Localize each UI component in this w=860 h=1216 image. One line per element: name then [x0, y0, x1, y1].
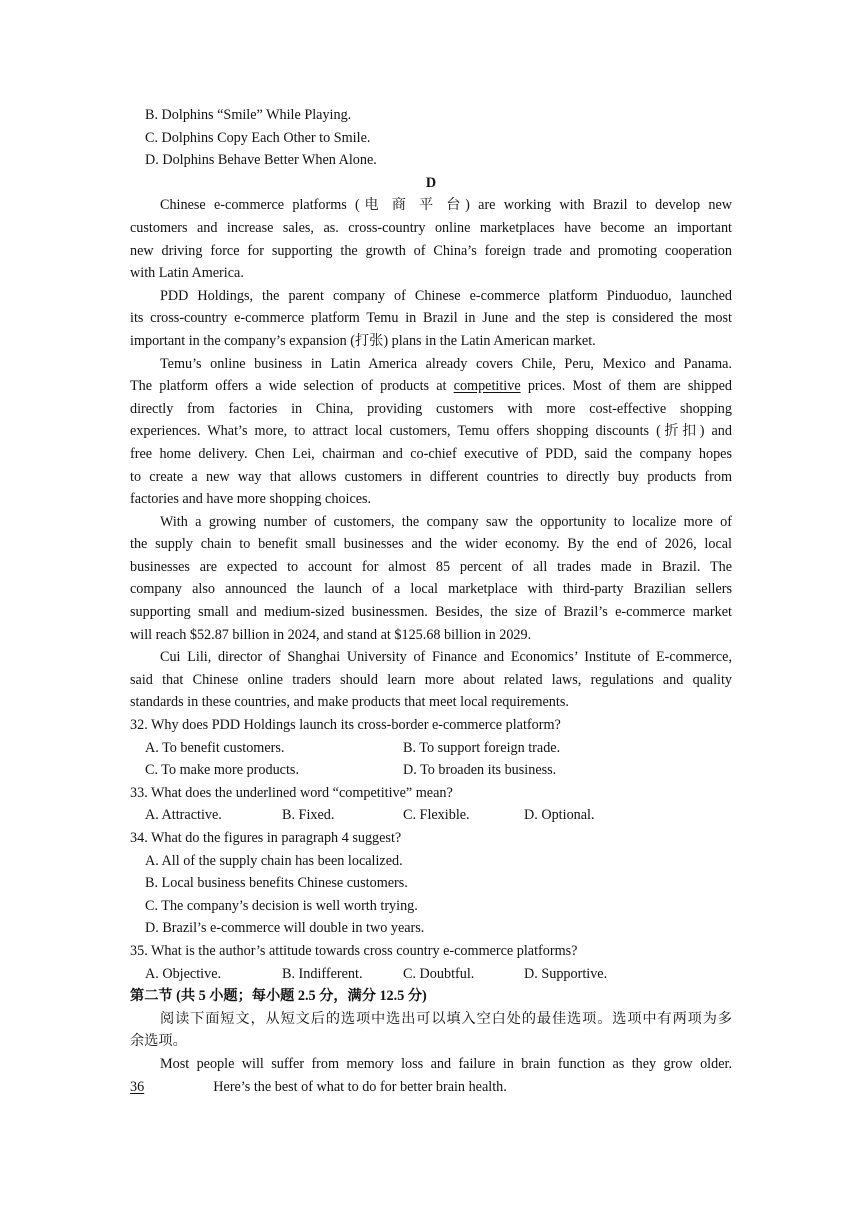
prev-option-d: D. Dolphins Behave Better When Alone.	[145, 152, 377, 169]
blank-number: 36	[130, 1078, 145, 1095]
p5-line: standards in these countries, and make products that meet local requirements.	[130, 694, 569, 711]
q32-options-row1	[130, 737, 732, 760]
q32-option-b: B. To support foreign trade.	[403, 739, 561, 756]
q33-option-c: C. Flexible.	[403, 807, 470, 824]
p2-line: important in the company’s expansion (打张) plans in the Latin American market.	[130, 332, 596, 349]
p4-line: With a growing number of customers, the company saw the opportunity to localize more of	[160, 513, 732, 530]
p1-line: new driving force for supporting the growth of China’s foreign trade and promoting cooperation	[130, 242, 732, 259]
cloze-text-line	[130, 1076, 732, 1099]
q35-options	[130, 963, 732, 986]
question-34: 34. What do the figures in paragraph 4 suggest?	[130, 830, 402, 846]
p4-line: businesses are expected to account for almost 85 percent of all trades made in Brazil. The	[130, 558, 732, 575]
q33-option-a: A. Attractive.	[145, 807, 222, 824]
p3-line: experiences. What’s more, to attract local customers, Temu offers shopping discounts (折扣) and	[130, 423, 732, 440]
cloze-text: Here’s the best of what to do for better brain health.	[213, 1078, 507, 1095]
exam-page	[130, 104, 732, 1098]
prev-option-b: B. Dolphins “Smile” While Playing.	[145, 107, 352, 123]
p3-line: Temu’s online business in Latin America already covers Chile, Peru, Mexico and Panama.	[160, 355, 732, 372]
q35-option-d: D. Supportive.	[524, 965, 608, 982]
p2-line: PDD Holdings, the parent company of Chinese e-commerce platform Pinduoduo, launched	[160, 287, 732, 304]
p1-line: customers and increase sales, as. cross-country online marketplaces have become an important	[130, 219, 732, 236]
p3-line: directly from factories in China, providing customers with more cost-effective shopping	[130, 400, 732, 417]
q33-options	[130, 804, 732, 827]
instructions-line: 余选项。	[130, 1033, 187, 1050]
q32-option-c: C. To make more products.	[145, 762, 299, 779]
q35-option-c: C. Doubtful.	[403, 965, 475, 982]
q34-option-a: A. All of the supply chain has been localized.	[145, 852, 403, 869]
q33-option-b: B. Fixed.	[282, 807, 335, 824]
prev-option-c: C. Dolphins Copy Each Other to Smile.	[145, 129, 371, 146]
p1-line: Chinese e-commerce platforms (电 商 平 台) are working with Brazil to develop new	[160, 197, 732, 214]
q34-option-c: C. The company’s decision is well worth trying.	[145, 897, 418, 914]
p4-line: the supply chain to benefit small businesses and the wider economy. By the end of 2026, local	[130, 536, 732, 553]
p4-line: will reach $52.87 billion in 2024, and stand at $125.68 billion in 2029.	[130, 626, 532, 643]
underlined-word: competitive	[453, 378, 521, 395]
p5-line: said that Chinese online traders should learn more about related laws, regulations and quality	[130, 671, 732, 688]
p4-line: company also announced the launch of a local marketplace with third-party Brazilian sellers	[130, 581, 732, 598]
q32-options-row2	[130, 759, 732, 782]
q35-option-b: B. Indifferent.	[282, 965, 363, 982]
q33-option-d: D. Optional.	[524, 807, 595, 824]
instructions-line: 阅读下面短文，从短文后的选项中选出可以填入空白处的最佳选项。选项中有两项为多	[160, 1010, 732, 1027]
p1-line: with Latin America.	[130, 265, 244, 282]
question-35: 35. What is the author’s attitude towards cross country e-commerce platforms?	[130, 942, 578, 959]
q34-option-b: B. Local business benefits Chinese customers.	[145, 875, 408, 892]
question-32: 32. Why does PDD Holdings launch its cross-border e-commerce platform?	[130, 717, 561, 734]
passage-letter: D	[425, 174, 437, 191]
p3-text: The platform offers a wide selection of products at	[130, 378, 454, 395]
p3-line	[130, 375, 732, 398]
p3-line: factories and have more shopping choices.	[130, 491, 372, 508]
question-33: 33. What does the underlined word “competitive” mean?	[130, 784, 453, 801]
p3-text: prices. Most of them are shipped	[520, 378, 732, 395]
p4-line: supporting small and medium-sized businessmen. Besides, the size of Brazil’s e-commerce market	[130, 604, 732, 621]
section-heading: 第二节 (共 5 小题；每小题 2.5 分，满分 12.5 分)	[130, 988, 427, 1005]
p3-line: to create a new way that allows customers in different countries to directly buy products from	[130, 468, 732, 485]
blank-36[interactable]	[130, 1079, 206, 1095]
p5-line: Cui Lili, director of Shanghai University of Finance and Economics’ Institute of E-commerce,	[160, 649, 732, 666]
q32-option-d: D. To broaden its business.	[403, 762, 557, 779]
cloze-text-line: Most people will suffer from memory loss and failure in brain function as they grow older.	[160, 1055, 732, 1072]
q32-option-a: A. To benefit customers.	[145, 739, 285, 756]
p2-line: its cross-country e-commerce platform Temu in Brazil in June and the step is considered the most	[130, 310, 732, 327]
p3-line: free home delivery. Chen Lei, chairman and co-chief executive of PDD, said the company hopes	[130, 445, 732, 462]
q35-option-a: A. Objective.	[145, 965, 222, 982]
q34-option-d: D. Brazil’s e-commerce will double in two years.	[145, 920, 425, 937]
